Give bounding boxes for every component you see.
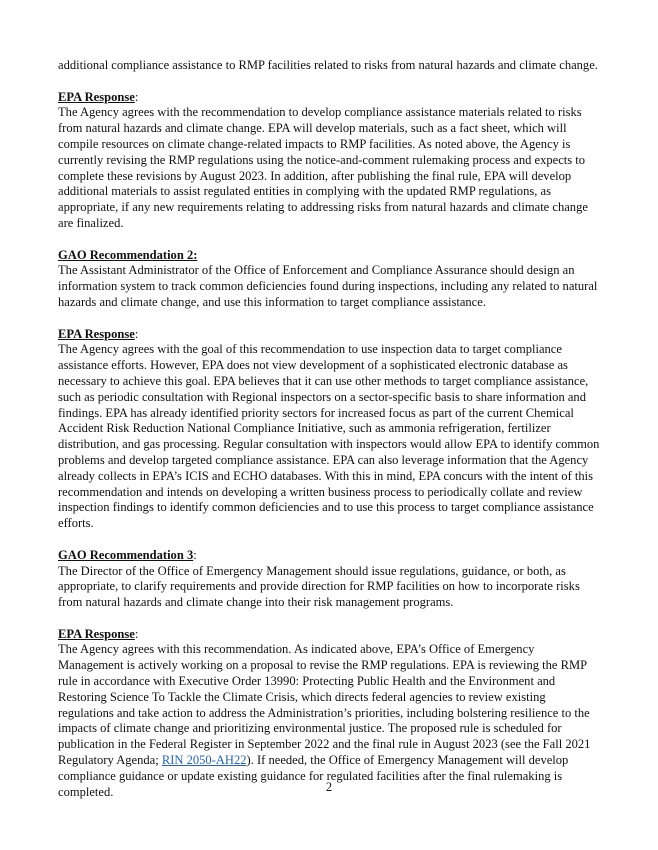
section-body: The Agency agrees with the goal of this recommendation to use inspection data to target compliance assistance efforts. However, EPA does not view development of a sophisticated electronic database as necessary to achieve this goal. EPA believes that it can use other methods to target compliance assistance, such as periodic consultation with Regional inspectors on a sector-specific basis to share information and findings. EPA has already identified priority sectors for increased focus as part of the current Chemical Accident Risk Reduction National Compliance Initiative, such as ammonia refrigeration, fertilizer distribution, and gas processing. Regular consultation with inspectors would allow EPA to identify common problems and develop targeted compliance assistance. EPA can also leverage information that the Agency already collects in EPA’s ICIS and ECHO databases. With this in mind, EPA concurs with the intent of this recommendation and intends on developing a written business process to periodically collate and review inspection findings to identify common deficiencies and to use this process to target compliance assistance efforts. (58, 342, 600, 531)
section-heading: EPA Response (58, 326, 135, 341)
section-heading: GAO Recommendation 3 (58, 547, 194, 562)
section-epa-response-1 (58, 90, 603, 232)
intro-paragraph: additional compliance assistance to RMP facilities related to risks from natural hazards and climate change. (58, 58, 598, 72)
section-body: The Assistant Administrator of the Office of Enforcement and Compliance Assurance should design an information system to track common deficiencies found during inspections, including any related to natural hazards and climate change, and use this information to target compliance assistance. (58, 263, 598, 309)
section-heading: EPA Response (58, 626, 135, 641)
section-heading-row (58, 627, 603, 643)
section-body: The Agency agrees with the recommendation to develop compliance assistance materials related to risks from natural hazards and climate change. EPA will develop materials, such as a fact sheet, which will compile resources on climate change-related impacts to RMP facilities. As noted above, the Agency is currently revising the RMP regulations using the notice-and-comment rulemaking process and expects to complete these revisions by August 2023. In addition, after publishing the final rule, EPA will develop additional materials to assist regulated entities in complying with the updated RMP regulations, as appropriate, if any new requirements relating to addressing risks from natural hazards and climate change are finalized. (58, 105, 588, 230)
section-heading: GAO Recommendation 2: (58, 247, 198, 262)
section-body: The Director of the Office of Emergency Management should issue regulations, guidance, or both, as appropriate, to clarify requirements and provide direction for RMP facilities on how to incorporate risks from natural hazards and climate change into their risk management programs. (58, 563, 580, 610)
section-epa-response-2 (58, 327, 603, 532)
section-gao-recommendation-3 (58, 548, 603, 611)
page-number: 2 (325, 780, 333, 794)
section-heading-suffix: : (134, 326, 139, 341)
section-gao-recommendation-2 (58, 248, 603, 311)
section-epa-response-3 (58, 627, 603, 801)
rin-link[interactable]: RIN 2050-AH22 (161, 753, 247, 768)
section-heading-suffix: : (193, 547, 197, 562)
body-text-after-link: ). If needed, the Office of Emergency Management will develop compliance guidance or update existing guidance for regulated facilities after the final rulemaking is completed. (58, 753, 569, 799)
section-body (58, 642, 603, 800)
section-heading-row (58, 248, 603, 264)
section-heading-row (58, 548, 603, 564)
section-heading-suffix: : (134, 626, 139, 641)
section-heading-row (58, 327, 603, 343)
section-heading-row (58, 90, 603, 106)
section-heading: EPA Response (58, 89, 135, 104)
document-page (58, 58, 603, 816)
section-heading-suffix: : (134, 89, 139, 104)
body-text-before-link: The Agency agrees with this recommendation. As indicated above, EPA’s Office of Emergency Management is actively working on a proposal to revise the RMP regulations. EPA is reviewing the RMP rule in accordance with Executive Order 13990: Protecting Public Health and the Environment and Restoring Science To Tackle the Climate Crisis, which directs federal agencies to review existing regulations and take action to address the Administration’s priorities, including bolstering resilience to the impacts of climate change and prioritizing environmental justice. The proposed rule is scheduled for publication in the Federal Register in September 2022 and the final rule in August 2023 (see the Fall 2021 Regulatory Agenda; (58, 642, 591, 768)
